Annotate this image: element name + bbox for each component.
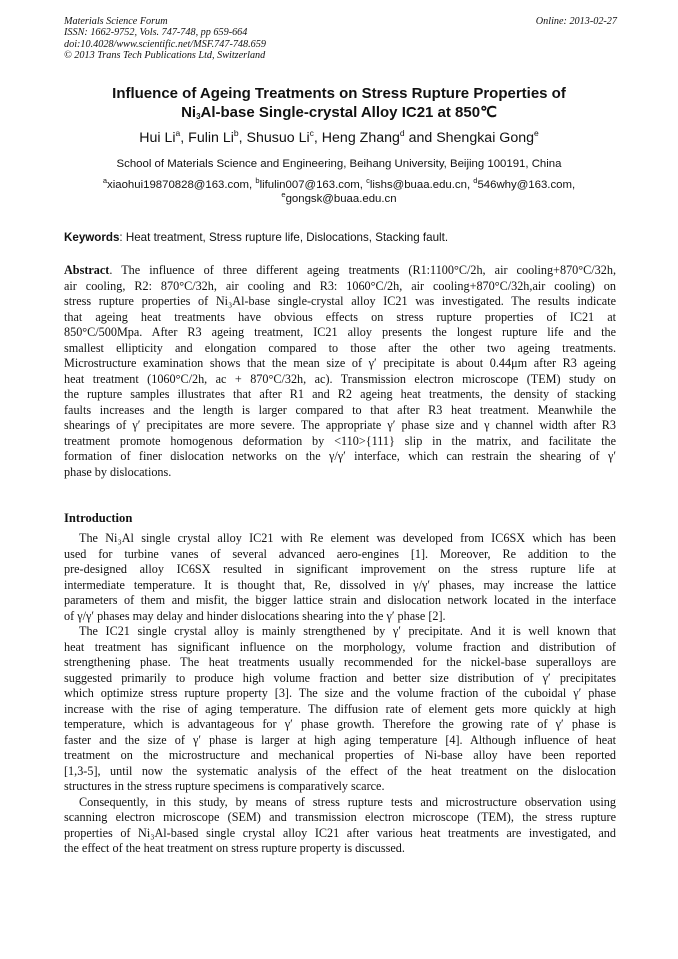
intro-line: scanning electron microscope (SEM) and transmission electron microscope (TEM), the stress rupture (64, 810, 616, 824)
intro-line: structures in the stress rupture specimens is comparatively scarce. (64, 779, 385, 793)
email: $^e$gongsk@buaa.edu.cn (281, 190, 397, 205)
intro-line: strengthening phase. The heat treatments usually recommended for the nickel-base superalloys are (64, 655, 616, 669)
author: Hui Li$^a$, (139, 128, 189, 146)
issn-line: ISSN: 1662-9752, Vols. 747-748, pp 659-664 (64, 27, 248, 39)
abstract (64, 263, 616, 480)
journal-name: Materials Science Forum (64, 16, 168, 27)
abstract-line: faults increases and the length is larger compared to that after R3 heat treatment. Meanwhile the (64, 402, 616, 417)
intro-line: pre-designed alloy IC6SX resulted in significant improvement on the stress rupture life at (64, 562, 616, 576)
paper-title (64, 84, 614, 122)
intro-line: of γ/γ′ phases may delay and hinder dislocations shearing into the γ′ phase [2]. (64, 608, 446, 623)
intro-line: treatment on the microstructure and mechanical properties of Ni-base alloy have been reported (64, 748, 616, 762)
intro-line: [1,3-5], until now the systematic analysis of the effect of the heat treatment on the dislocation (64, 763, 616, 778)
intro-line: parameters of them and misfit, the bigger lattice strain and dislocation network located in the interface (64, 593, 616, 607)
abstract-line: smallest ellipticity and elongation compared to those after the other two ageing treatments. (64, 340, 616, 355)
intro-line: intermediate temperature. It is thought that, Re, dissolved in γ/γ′ phases, may increase the lattice (64, 577, 616, 592)
keywords-text: : Heat treatment, Stress rupture life, Dislocations, Stacking fault. (119, 231, 449, 244)
online-date: Online: 2013-02-27 (535, 16, 617, 27)
email: $^d$546why@163.com, (473, 176, 576, 191)
abstract-line: phase by dislocations. (64, 464, 172, 479)
intro-line: faster and the size of γ′ phase is larger at high aging temperature [4]. Although influence of heat (64, 732, 616, 747)
abstract-line: shearings of γ′ precipitates are more severe. The appropriate γ′ phase size and γ channel width after R3 (64, 418, 616, 432)
intro-line: temperature, which is advantageous for γ′ phase growth. Therefore the growing rate of γ′ phase is (64, 717, 616, 731)
abstract-line: Microstructure examination shows that the mean size of γ′ precipitate is about 0.44μm after R3 ageing (64, 356, 616, 370)
email-line-1 (64, 178, 614, 192)
author: Heng Zhang$^d$ and (321, 128, 437, 146)
author: Shengkai Gong$^e$ (436, 128, 539, 146)
abstract-line: that ageing heat treatments have obvious effects on stress rupture properties of IC21 at (64, 309, 616, 324)
abstract-line: heat treatment (1060°C/2h, ac + 870°C/32h, ac). Transmission electron microscope (TEM) study on (64, 371, 616, 386)
intro-line: The IC21 single crystal alloy is mainly strengthened by γ′ precipitate. And it is well known that (79, 624, 616, 638)
abstract-label: Abstract (64, 263, 110, 277)
intro-line: Consequently, in this study, by means of stress rupture tests and microstructure observation using (79, 794, 616, 809)
affiliation: School of Materials Science and Engineering, Beihang University, Beijing 100191, China (116, 158, 562, 170)
intro-line: the effect of the heat treatment on stress rupture property is discussed. (64, 841, 405, 855)
email: $^b$lifulin007@163.com, (255, 176, 367, 191)
email-line-2 (64, 192, 614, 206)
author: Shusuo Li$^c$, (246, 128, 322, 146)
abstract-line: stress rupture properties of Ni₃Al-base single-crystal alloy IC21 was investigated. The results indicate (64, 294, 616, 308)
author: Fulin Li$^b$, (188, 128, 247, 146)
title-line-2: $Ni_3Al$-base Single-crystal Alloy IC21 at 850℃ (181, 104, 497, 121)
introduction-body (64, 531, 616, 857)
title-line-1: Influence of Ageing Treatments on Stress Rupture Properties of (112, 85, 566, 102)
intro-line: properties of Ni₃Al-based single crystal alloy IC21 after various heat treatments are investigated, and (64, 825, 616, 840)
keywords-label: Keywords (64, 231, 120, 244)
abstract-line: 850°C/500Mpa. After R3 ageing treatment, IC21 alloy presents the longest rupture life and the (64, 325, 616, 339)
section-heading-introduction: Introduction (64, 511, 133, 525)
abstract-line: treatment promote homogenous deformation by <110>{111} slip in the matrix, and facilitate the (64, 433, 616, 448)
email: $^a$xiaohui19870828@163.com, (102, 176, 256, 191)
abstract-line: Abstract. The influence of three different ageing treatments (R1:1100°C/2h, air cooling+870°C/32h, (64, 263, 616, 277)
intro-line: heat treatment has significant influence on the morphology, volume fraction and distribution of (64, 639, 616, 654)
journal-header (64, 16, 266, 62)
doi-line: doi:10.4028/www.scientific.net/MSF.747-748.659 (64, 38, 266, 50)
author-emails (64, 178, 614, 206)
author-list (64, 129, 614, 147)
intro-line: increase with the rise of aging temperature. The diffusion rate of element gets more quickly at high (64, 701, 616, 716)
copyright-line: © 2013 Trans Tech Publications Ltd, Switzerland (64, 50, 266, 62)
intro-line: suggested primarily to produce high volume fraction and better size distribution of γ′ precipitates (64, 670, 616, 685)
intro-line: which optimize stress rupture property [3]. The size and the volume fraction of the cuboidal γ′ phase (64, 686, 616, 700)
intro-line: The Ni₃Al single crystal alloy IC21 with Re element was developed from IC6SX which has been (79, 531, 616, 545)
abstract-line: air cooling, R2: 870°C/32h, air cooling and R3: 1060°C/2h, air cooling+870°C/32h,air cooling) on (64, 278, 616, 293)
intro-line: used for turbine vanes of several advanced aero-engines [1]. Moreover, Re addition to the (64, 546, 616, 561)
abstract-line: the rupture samples illustrates that after R1 and R2 ageing heat treatments, the density of stacking (64, 387, 616, 401)
keywords (64, 231, 616, 245)
abstract-line: formation of finer dislocation networks on the γ/γ′ interface, which can restrain the shearing of γ′ (64, 449, 616, 463)
email: $^c$lishs@buaa.edu.cn, (366, 176, 474, 191)
